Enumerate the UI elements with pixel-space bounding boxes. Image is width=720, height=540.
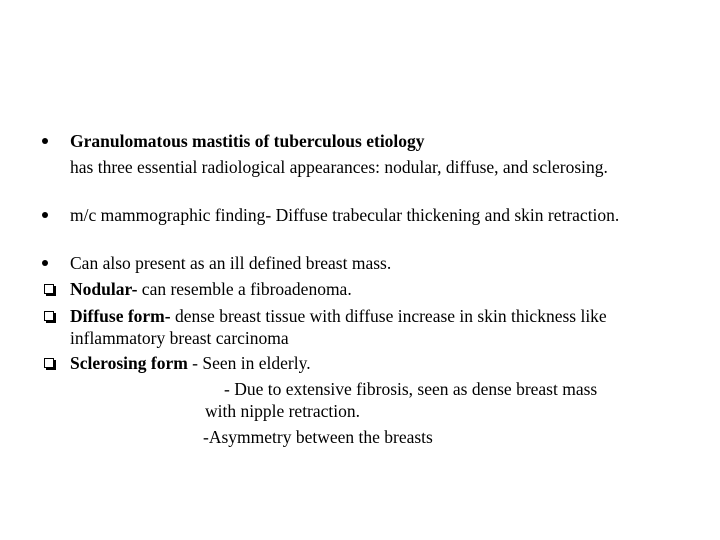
asymmetry-line: -Asymmetry between the breasts: [203, 427, 433, 447]
checkbox-icon: [42, 278, 54, 300]
mammographic-finding-text: m/c mammographic finding- Diffuse trabecular thickening and skin retraction.: [70, 205, 620, 225]
bullet-icon: [42, 252, 48, 274]
sclerosing-item: [70, 352, 670, 374]
diffuse-label: Diffuse form-: [70, 306, 171, 326]
nodular-item: [70, 278, 670, 300]
diffuse-text: dense breast tissue with diffuse increase in skin thickness like inflammatory breast carcinoma: [70, 306, 607, 348]
checkbox-icon: [42, 305, 54, 327]
checkbox-icon: [42, 352, 54, 374]
fibrosis-line-1: - Due to extensive fibrosis, seen as dense breast mass: [224, 379, 598, 399]
nodular-label: Nodular-: [70, 279, 138, 299]
bullet-icon: [42, 130, 48, 152]
presentation-text: Can also present as an ill defined breast mass.: [70, 253, 392, 273]
appearance-text: has three essential radiological appearances: nodular, diffuse, and sclerosing.: [70, 157, 608, 177]
mammographic-finding-item: [70, 204, 670, 226]
fibrosis-line-2: with nipple retraction.: [205, 401, 361, 421]
heading-bold: Granulomatous mastitis of tuberculous etiology: [70, 131, 425, 151]
nodular-text: can resemble a fibroadenoma.: [137, 279, 352, 299]
presentation-item: [70, 252, 670, 274]
sclerosing-text: - Seen in elderly.: [192, 353, 311, 373]
heading-item: [70, 130, 670, 152]
bullet-icon: [42, 204, 48, 226]
diffuse-item: [70, 305, 660, 349]
appearance-description: [70, 156, 670, 178]
sclerosing-label: Sclerosing form: [70, 353, 193, 373]
